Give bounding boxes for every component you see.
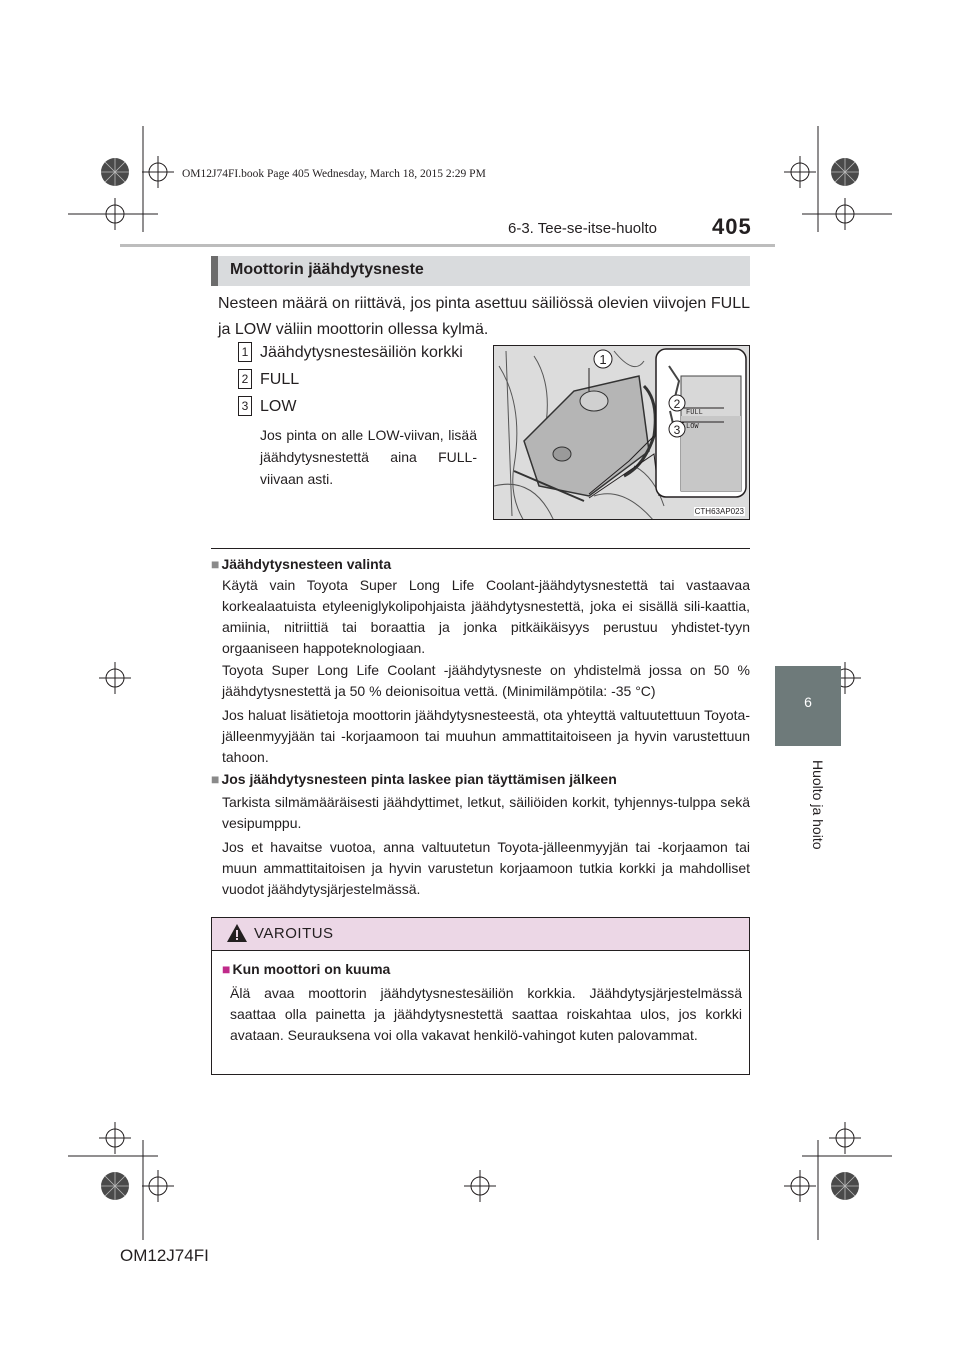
square-bullet-icon: ■: [211, 556, 220, 572]
item-label: Jäähdytysnestesäiliön korkki: [260, 344, 463, 361]
callout-3-label: 3: [673, 423, 681, 437]
item-label: LOW: [260, 398, 297, 415]
item-label: FULL: [260, 371, 300, 388]
list-item: [238, 396, 296, 418]
square-bullet-icon: ■: [211, 771, 220, 787]
warning-triangle-icon: [226, 923, 248, 943]
info-heading: [211, 556, 391, 572]
warning-subtitle-text: Kun moottori on kuuma: [232, 961, 391, 977]
list-item: [238, 342, 463, 364]
book-info: OM12J74FI.book Page 405 Wednesday, March 18, 2015 2:29 PM: [182, 168, 486, 180]
section-header: [211, 256, 750, 286]
full-mark: FULL: [686, 409, 703, 417]
chapter-tab: [775, 666, 841, 746]
info-paragraph: Toyota Super Long Life Coolant -jäähdytysneste on yhdistelmä jossa on 50 % jäähdytysnestettä ja 50 % deionisoitua vettä. (Minimilämpötila: -35 °C): [222, 662, 750, 699]
info-heading: [211, 771, 617, 787]
engine-bay-drawing: [494, 346, 750, 520]
section-title: Moottorin jäähdytysneste: [230, 261, 424, 278]
chapter-tab-number: 6: [804, 694, 812, 710]
chapter-tab-label: [772, 760, 842, 860]
callout-1: [594, 350, 612, 368]
section-divider: [211, 548, 750, 549]
info-paragraph: Tarkista silmämääräisesti jäähdyttimet, letkut, säiliöiden korkit, tyhjennys-tulppa sekä vesipumppu.: [222, 794, 750, 831]
figure-caption: CTH63AP023: [694, 507, 744, 516]
chapter-tab-label-text: Huolto ja hoito: [810, 760, 826, 850]
warning-header: [212, 918, 749, 951]
info-paragraph: Jos et havaitse vuotoa, anna valtuutetun Toyota-jälleenmyyjän tai -korjaamon tai muun ammattitaitoisen ja hyvin varustetun korjaamoon tutkia korkki ja mahdolliset vuodot jäähdytysjärjestelmässä.: [222, 839, 750, 897]
square-bullet-icon: ■: [222, 961, 231, 977]
callout-2: [669, 395, 685, 411]
info-heading-text: Jäähdytysnesteen valinta: [221, 556, 392, 572]
coolant-reservoir-illustration: [493, 345, 750, 520]
callout-3: [669, 421, 685, 437]
info-heading-text: Jos jäähdytysnesteen pinta laskee pian täyttämisen jälkeen: [221, 771, 617, 787]
model-code: OM12J74FI: [120, 1246, 209, 1265]
header-divider: [120, 244, 775, 247]
list-item: [238, 369, 299, 391]
item-number: 2: [238, 369, 252, 389]
item-number: 1: [238, 342, 252, 362]
callout-1-label: 1: [599, 352, 607, 367]
item-number: 3: [238, 396, 252, 416]
intro-paragraph: Nesteen määrä on riittävä, jos pinta asettuu säiliössä olevien viivojen FULL ja LOW väliin moottorin ollessa kylmä.: [218, 295, 750, 338]
page-number: 405: [712, 214, 752, 239]
callout-2-label: 2: [673, 397, 681, 411]
warning-label: VAROITUS: [254, 925, 334, 942]
warning-subtitle: [222, 961, 390, 977]
info-paragraph: Käytä vain Toyota Super Long Life Coolant-jäähdytysnestettä tai vastaavaa korkealaatuista etyleeniglykolipohjaista jäähdytysnestettä, joka ei sisällä sili-kaattia, amiinia, nitriittiä tai boraattia ja jonka pitkäikäisyys perustuu yhdistet-tyyn orgaaniseen happoteknologiaan.: [222, 577, 750, 656]
low-mark: LOW: [686, 423, 699, 431]
warning-text: Älä avaa moottorin jäähdytysnestesäiliön korkkia. Jäähdytysjärjestelmässä saattaa olla painetta ja jäähdytysnestettä saattaa roiskahtaa ulos, jos korkki avataan. Seurauksena voi olla vakavat henkilö-vahingot kuten palovammat.: [230, 985, 742, 1043]
info-paragraph: Jos haluat lisätietoja moottorin jäähdytysnesteestä, ota yhteyttä valtuutettuun Toyota-jälleenmyyjään tai -korjaamoon tai muuhun ammattitaitoiseen ja hyvin varustettuun tahoon.: [222, 707, 750, 765]
chapter-title: 6-3. Tee-se-itse-huolto: [508, 220, 657, 237]
note-text: Jos pinta on alle LOW-viivan, lisää jäähdytysnestettä aina FULL-viivaan asti.: [260, 427, 477, 487]
